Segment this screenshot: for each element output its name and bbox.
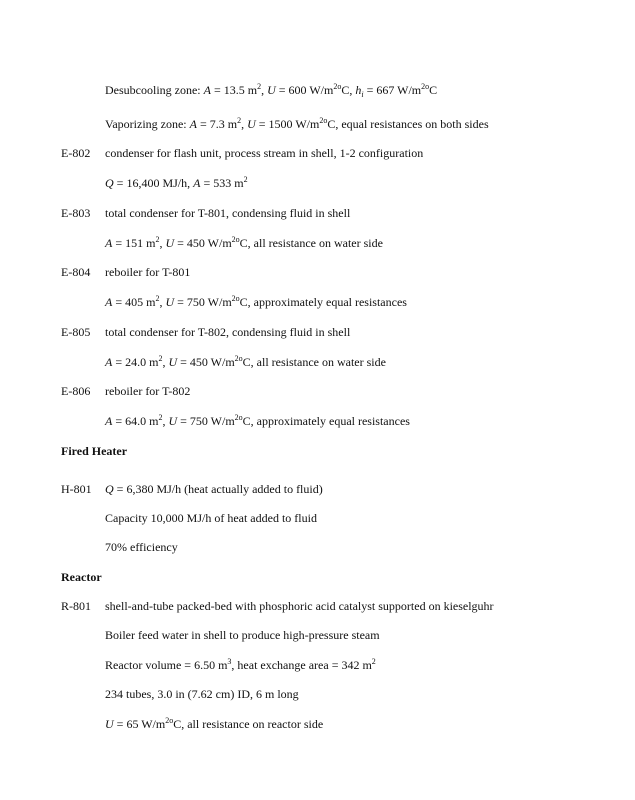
e803-tag: E-803 xyxy=(61,206,91,220)
h801-efficiency: 70% efficiency xyxy=(105,540,178,554)
vaporizing-zone-text: Vaporizing zone: A = 7.3 $m^2$, U = 1500 $W/m^{2o}C$, equal resistances on both sides xyxy=(105,116,489,131)
e802-spec: Q = 16,400 MJ/h, A = 533 $m^2$ xyxy=(105,175,248,190)
e804-description: reboiler for T-801 xyxy=(105,265,191,279)
e806-spec: A = 64.0 $m^2$, U = 750 $W/m^{2o}C$, approximately equal resistances xyxy=(105,413,410,428)
e804-spec: A = 405 $m^2$, U = 750 $W/m^{2o}C$, approximately equal resistances xyxy=(105,294,407,309)
e806-tag: E-806 xyxy=(61,384,91,398)
e804-tag: E-804 xyxy=(61,265,91,279)
r801-volume: Reactor volume = 6.50 $m^3$, heat exchange area = 342 $m^2$ xyxy=(105,657,376,672)
r801-bfw: Boiler feed water in shell to produce high-pressure steam xyxy=(105,628,380,642)
e802-tag: E-802 xyxy=(61,146,91,160)
h801-capacity: Capacity 10,000 MJ/h of heat added to fluid xyxy=(105,511,317,525)
e805-spec: A = 24.0 $m^2$, U = 450 $W/m^{2o}C$, all resistance on water side xyxy=(105,354,386,369)
h801-tag: H-801 xyxy=(61,482,92,496)
e802-description: condenser for flash unit, process stream in shell, 1-2 configuration xyxy=(105,146,424,160)
r801-tubes: 234 tubes, 3.0 in (7.62 cm) ID, 6 m long xyxy=(105,687,299,701)
e805-tag: E-805 xyxy=(61,325,91,339)
r801-u: U = 65 $W/m^{2o}C$, all resistance on reactor side xyxy=(105,716,324,731)
e803-spec: A = 151 $m^2$, U = 450 $W/m^{2o}C$, all resistance on water side xyxy=(105,235,383,250)
e806-description: reboiler for T-802 xyxy=(105,384,191,398)
reactor-heading: Reactor xyxy=(61,570,102,584)
e805-description: total condenser for T-802, condensing fluid in shell xyxy=(105,325,351,339)
e803-description: total condenser for T-801, condensing fluid in shell xyxy=(105,206,351,220)
r801-tag: R-801 xyxy=(61,599,91,613)
desubcooling-zone-text: Desubcooling zone: A = 13.5 $m^2$, U = 600 $W/m^{2o}C$, $h_i = 667$ $W/m^{2o}C$ xyxy=(105,82,438,99)
fired-heater-heading: Fired Heater xyxy=(61,444,128,458)
r801-description: shell-and-tube packed-bed with phosphoric acid catalyst supported on kieselguhr xyxy=(105,599,494,613)
h801-duty: Q = 6,380 MJ/h (heat actually added to fluid) xyxy=(105,482,323,496)
